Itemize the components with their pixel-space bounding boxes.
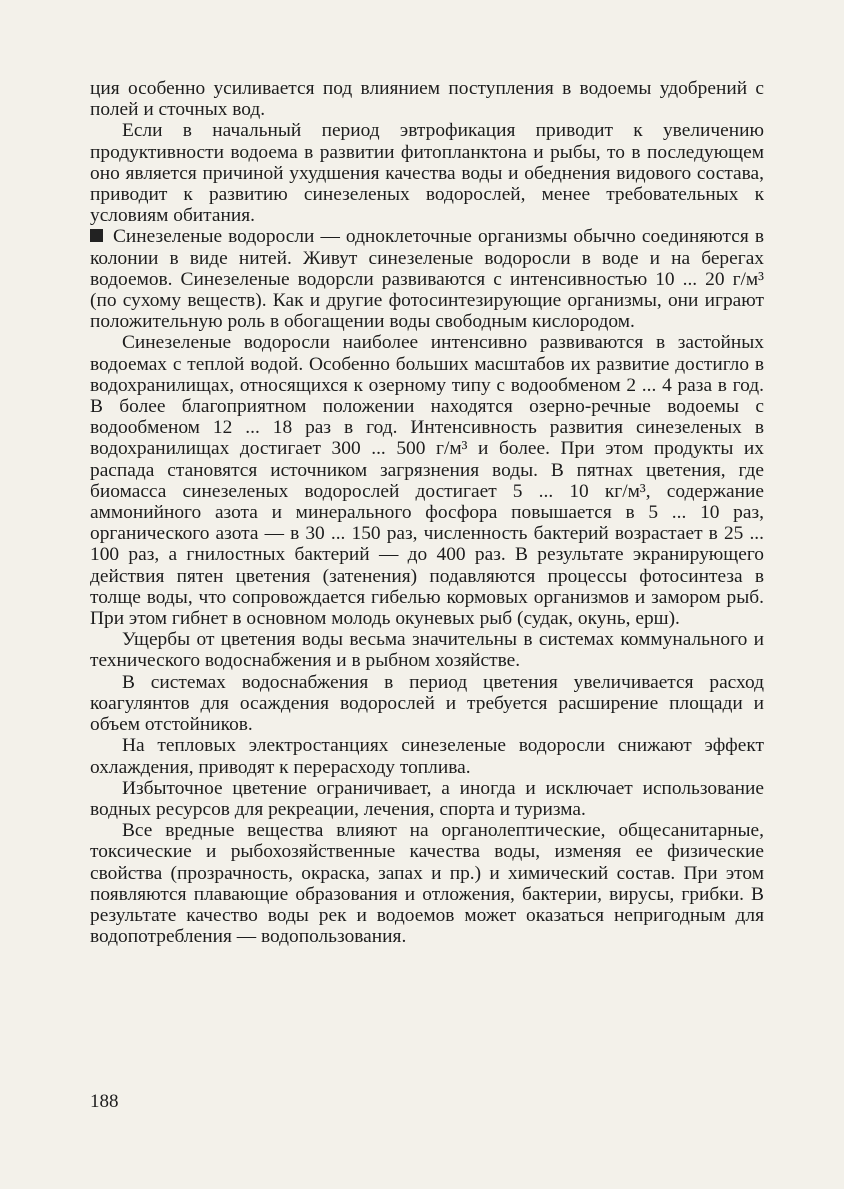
- paragraph-harmful-substances: Все вредные вещества влияют на органолептические, общесанитарные, токсические и рыбохозяйственные качества воды, изменяя ее физические свойства (прозрачность, окраска, запах и пр.) и химический состав. При этом появляются плавающие образования и отложения, бактерии, вирусы, грибки. В результате качество воды рек и водоемов может оказаться непригодным для водопотребления — водопользования.: [90, 820, 764, 948]
- paragraph-stagnant-water: Синезеленые водоросли наиболее интенсивно развиваются в застойных водоемах с теплой водой. Особенно больших масштабов их развитие достигло в водохранилищах, относящихся к озерному типу с водообменом 2 ... 4 раза в год. В более благоприятном положении находятся озерно-речные водоемы с водообменом 12 ... 18 раз в год. Интенсивность развития синезеленых в водохранилищах достигает 300 ... 500 г/м³ и более. При этом продукты их распада становятся источником загрязнения воды. В пятнах цветения, где биомасса синезеленых водорослей достигает 5 ... 10 кг/м³, содержание аммонийного азота и минерального фосфора повышается в 5 ... 10 раз, органического азота — в 30 ... 150 раз, численность бактерий возрастает в 25 ... 100 раз, а гнилостных бактерий — до 400 раз. В результате экранирующего действия пятен цветения (затенения) подавляются процессы фотосинтеза в толще воды, что сопровождается гибелью кормовых организмов и замором рыб. При этом гибнет в основном молодь окуневых рыб (судак, окунь, ерш).: [90, 332, 764, 630]
- paragraph-recreation: Избыточное цветение ограничивает, а иногда и исключает использование водных ресурсов для рекреации, лечения, спорта и туризма.: [90, 777, 764, 820]
- paragraph-blue-green-algae-text: Синезеленые водоросли — одноклеточные организмы обычно соединяются в колонии в виде нитей. Живут синезеленые водоросли в воде и на берегах водоемов. Синезеленые водорсли развиваются с интенсивностью 10 ... 20 г/м³ (по сухому веществ). Как и другие фотосинтезирующие организмы, они играют положительную роль в обогащении воды свободным кислородом.: [90, 226, 764, 333]
- square-bullet-icon: [90, 229, 103, 242]
- paragraph-power-plants: На тепловых электростанциях синезеленые водоросли снижают эффект охлаждения, приводят к перерасходу топлива.: [90, 735, 764, 778]
- paragraph-blue-green-algae: [90, 226, 764, 332]
- paragraph-eutrophication: Если в начальный период эвтрофикация приводит к увеличению продуктивности водоема в развитии фитопланктона и рыбы, то в последующем оно является причиной ухудшения качества воды и обеднения видового состава, приводит к развитию синезеленых водорослей, менее требовательных к условиям обитания.: [90, 120, 764, 227]
- paragraph-water-supply: В системах водоснабжения в период цветения увеличивается расход коагулянтов для осаждения водорослей и требуется расширение площади и объем отстойников.: [90, 671, 764, 736]
- paragraph-damage: Ущербы от цветения воды весьма значительны в системах коммунального и технического водоснабжения и в рыбном хозяйстве.: [90, 629, 764, 672]
- paragraph-continuation: ция особенно усиливается под влиянием поступления в водоемы удобрений с полей и сточных вод.: [90, 78, 764, 121]
- page-text-body: [90, 78, 764, 947]
- page-number: 188: [90, 1091, 119, 1112]
